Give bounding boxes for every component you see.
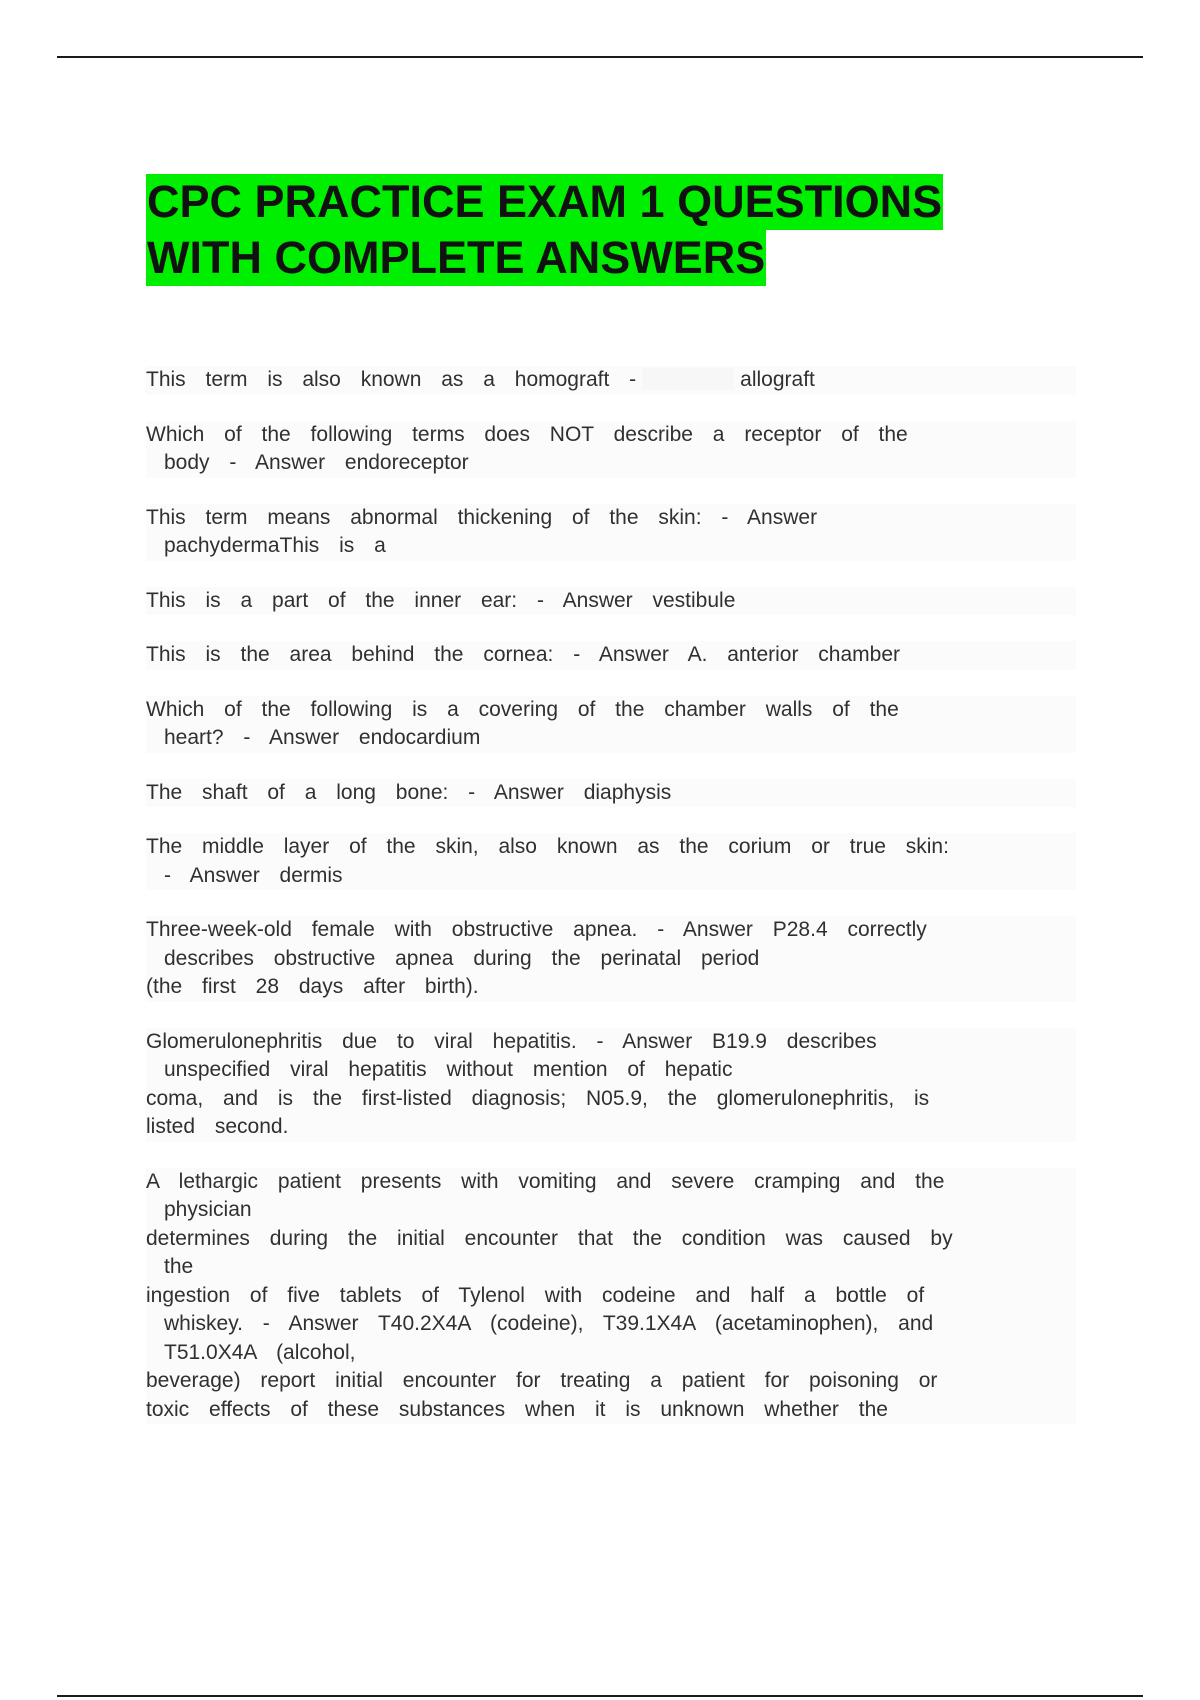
qa-item bbox=[146, 696, 1076, 753]
qa-line: This is the area behind the cornea: - Answer A. anterior chamber bbox=[146, 641, 1076, 670]
qa-line: heart? - Answer endocardium bbox=[146, 724, 1076, 753]
qa-item bbox=[146, 1168, 1076, 1425]
title-line-2: WITH COMPLETE ANSWERS bbox=[146, 230, 766, 286]
qa-item bbox=[146, 366, 1076, 395]
qa-line: coma, and is the first-listed diagnosis; N05.9, the glomerulonephritis, is bbox=[146, 1085, 1076, 1114]
qa-line: the bbox=[146, 1253, 1076, 1282]
qa-item bbox=[146, 1028, 1076, 1142]
bottom-rule bbox=[57, 1695, 1143, 1697]
qa-item bbox=[146, 916, 1076, 1002]
qa-item bbox=[146, 641, 1076, 670]
qa-line: beverage) report initial encounter for treating a patient for poisoning or bbox=[146, 1367, 1076, 1396]
qa-item bbox=[146, 421, 1076, 478]
qa-line: (the first 28 days after birth). bbox=[146, 973, 1076, 1002]
qa-line: unspecified viral hepatitis without mention of hepatic bbox=[146, 1056, 1076, 1085]
qa-line: This is a part of the inner ear: - Answer vestibule bbox=[146, 587, 1076, 616]
qa-line: T51.0X4A (alcohol, bbox=[146, 1339, 1076, 1368]
qa-line: describes obstructive apnea during the perinatal period bbox=[146, 945, 1076, 974]
qa-line: physician bbox=[146, 1196, 1076, 1225]
qa-line: ingestion of five tablets of Tylenol with codeine and half a bottle of bbox=[146, 1282, 1076, 1311]
qa-line: The shaft of a long bone: - Answer diaphysis bbox=[146, 779, 1076, 808]
qa-line: Three-week-old female with obstructive apnea. - Answer P28.4 correctly bbox=[146, 916, 1076, 945]
redacted-answer-label bbox=[642, 368, 734, 390]
qa-line: - Answer dermis bbox=[146, 862, 1076, 891]
top-rule bbox=[57, 56, 1143, 58]
qa-item bbox=[146, 587, 1076, 616]
qa-line: body - Answer endoreceptor bbox=[146, 449, 1076, 478]
qa-line: Which of the following is a covering of the chamber walls of the bbox=[146, 696, 1076, 725]
qa-list bbox=[146, 366, 1076, 1450]
qa-item bbox=[146, 779, 1076, 808]
qa-line: This term is also known as a homograft - allograft bbox=[146, 366, 1076, 395]
qa-line: Which of the following terms does NOT describe a receptor of the bbox=[146, 421, 1076, 450]
document-title bbox=[146, 174, 1046, 286]
qa-line: A lethargic patient presents with vomiting and severe cramping and the bbox=[146, 1168, 1076, 1197]
title-line-1: CPC PRACTICE EXAM 1 QUESTIONS bbox=[146, 174, 943, 230]
qa-line: whiskey. - Answer T40.2X4A (codeine), T39.1X4A (acetaminophen), and bbox=[146, 1310, 1076, 1339]
qa-line: Glomerulonephritis due to viral hepatitis. - Answer B19.9 describes bbox=[146, 1028, 1076, 1057]
qa-line: toxic effects of these substances when it is unknown whether the bbox=[146, 1396, 1076, 1425]
qa-item bbox=[146, 833, 1076, 890]
qa-item bbox=[146, 504, 1076, 561]
qa-line: This term means abnormal thickening of the skin: - Answer bbox=[146, 504, 1076, 533]
qa-line: determines during the initial encounter that the condition was caused by bbox=[146, 1225, 1076, 1254]
qa-line: pachydermaThis is a bbox=[146, 532, 1076, 561]
qa-line: The middle layer of the skin, also known as the corium or true skin: bbox=[146, 833, 1076, 862]
qa-line: listed second. bbox=[146, 1113, 1076, 1142]
